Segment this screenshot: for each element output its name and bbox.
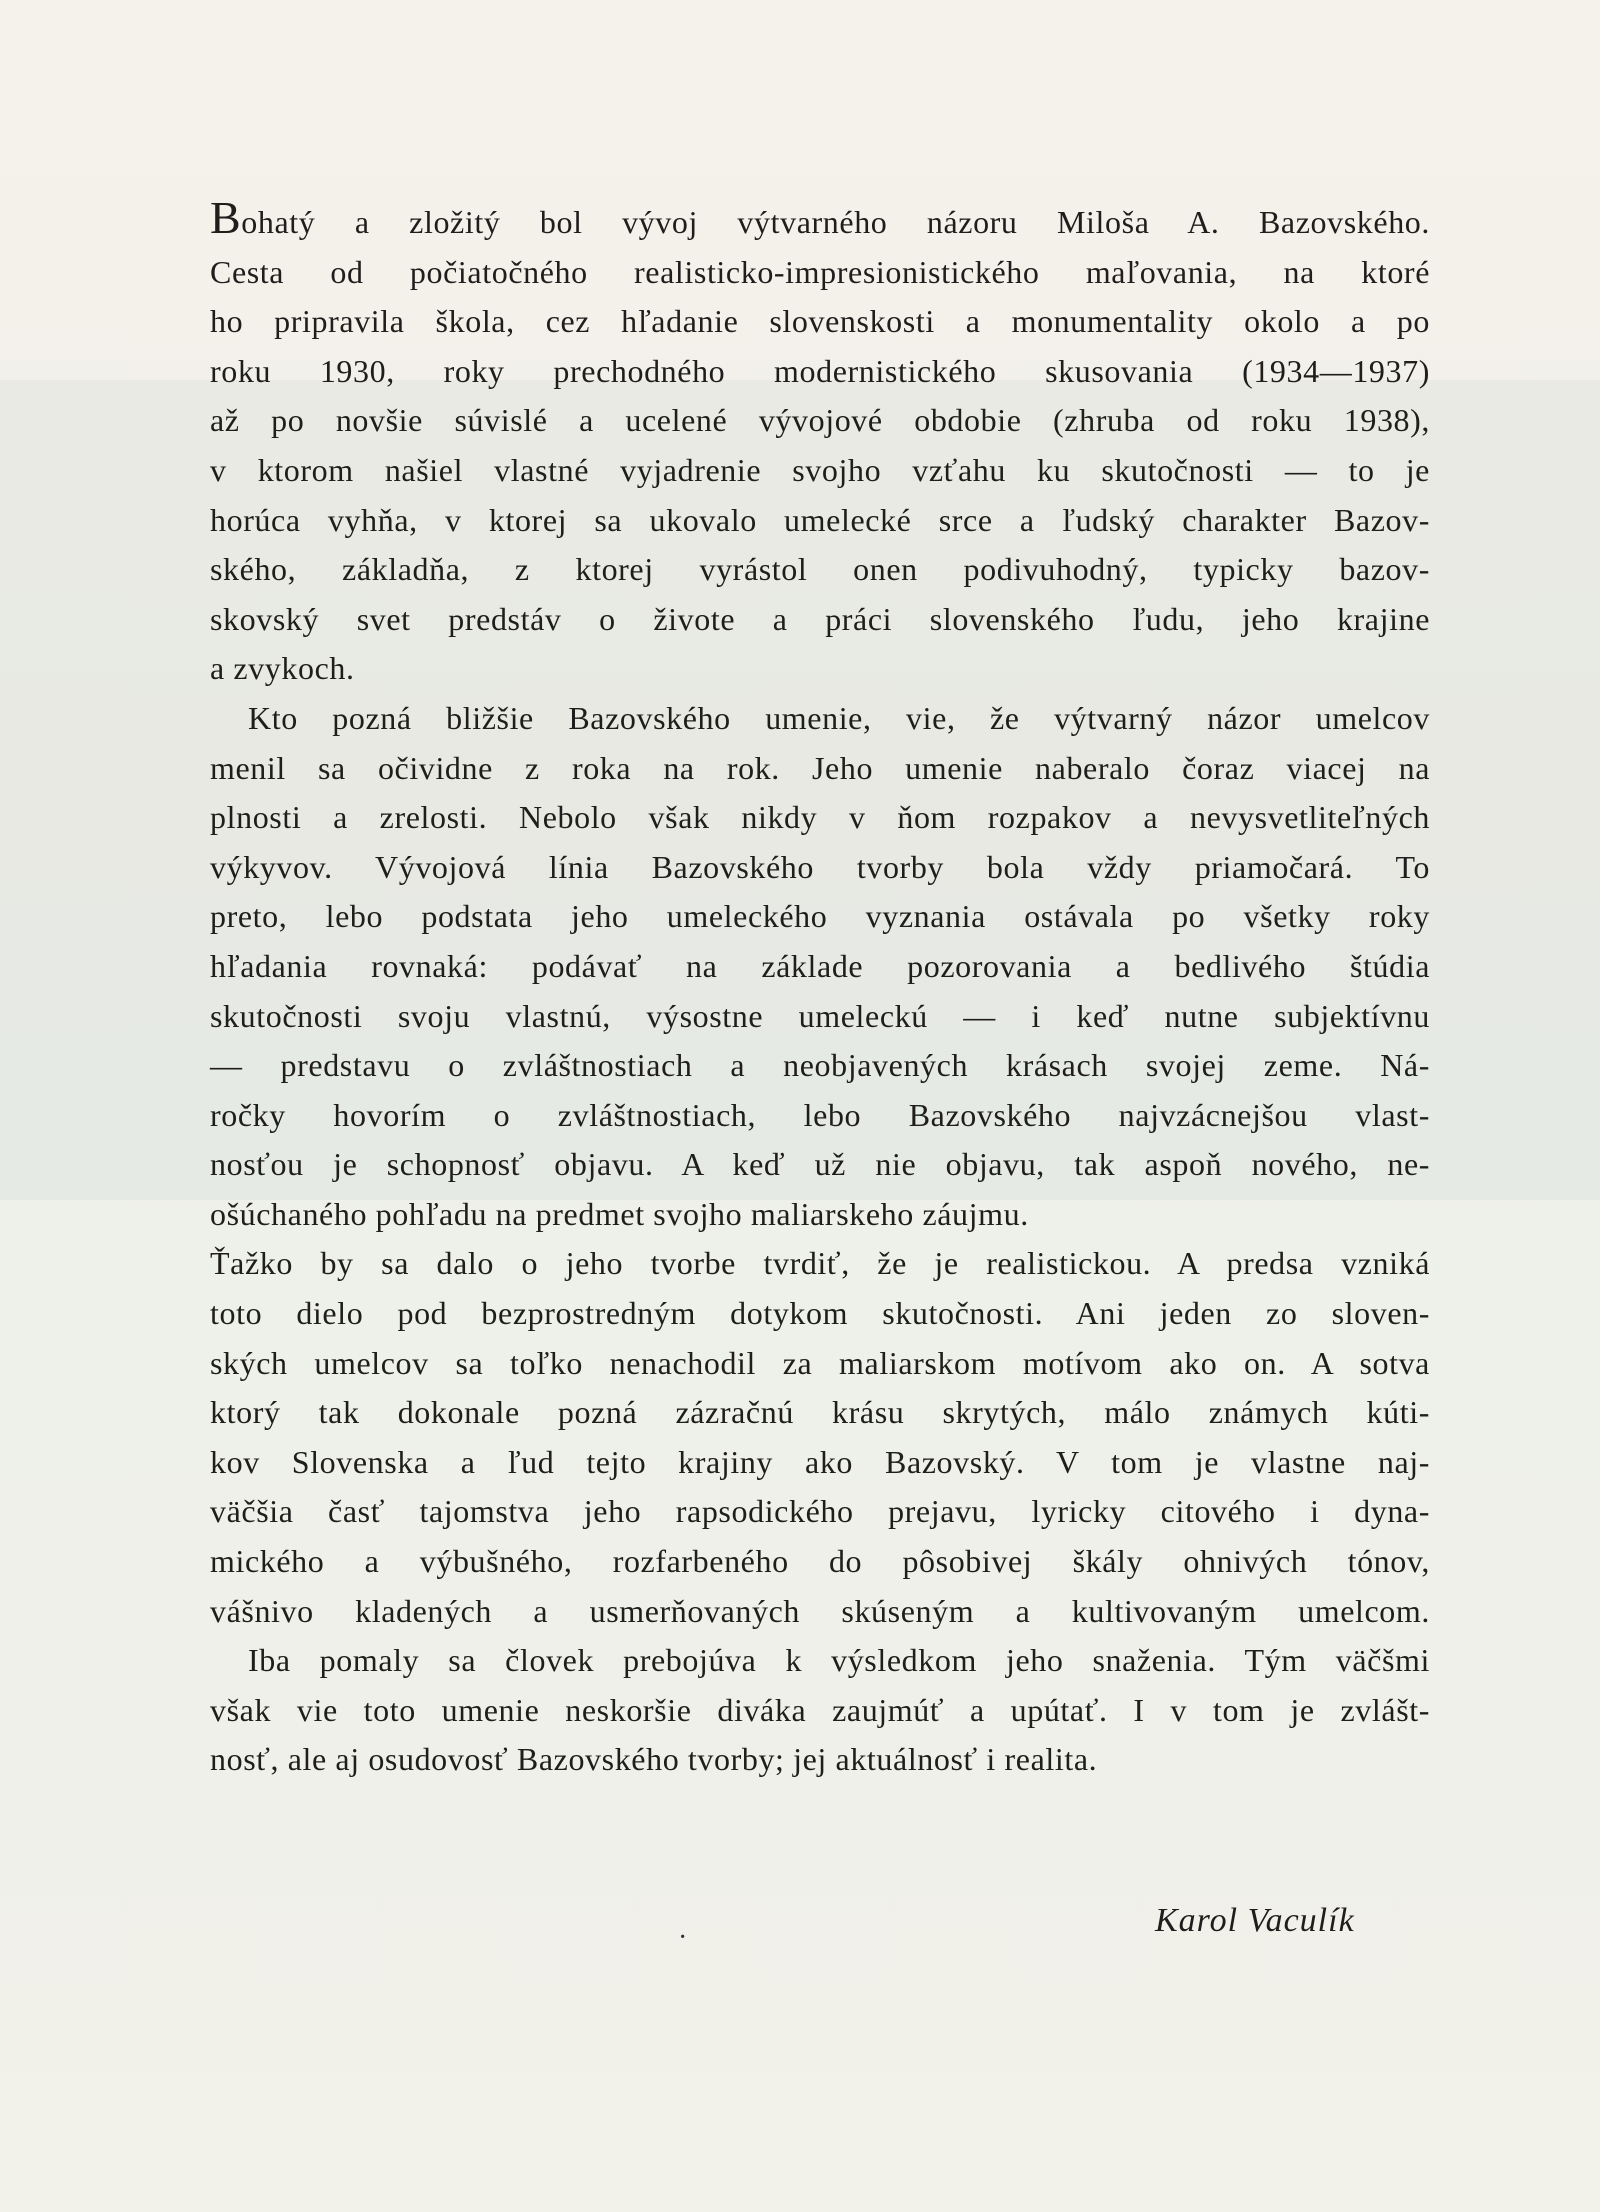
text-line: Kto pozná bližšie Bazovského umenie, vie, že výtvarný názor umelcov (248, 699, 1430, 736)
text-line: skutočnosti svoju vlastnú, výsostne umeleckú — i keď nutne subjektívnu (210, 997, 1430, 1034)
paragraph-4 (210, 1636, 1430, 1785)
text-line: väčšia časť tajomstva jeho rapsodického prejavu, lyricky citového i dyna- (210, 1493, 1430, 1530)
text-line: ho pripravila škola, cez hľadanie slovenskosti a monumentality okolo a po (210, 303, 1430, 340)
text-line: toto dielo pod bezprostredným dotykom skutočnosti. Ani jeden zo sloven- (210, 1295, 1430, 1332)
text-line: však vie toto umenie neskoršie diváka zaujmúť a upútať. I v tom je zvlášt- (210, 1691, 1430, 1728)
text-line: hľadania rovnaká: podávať na základe pozorovania a bedlivého štúdia (210, 947, 1430, 984)
text-line: menil sa očividne z roka na rok. Jeho umenie naberalo čoraz viacej na (210, 749, 1430, 786)
drop-cap: B (210, 192, 242, 243)
text-line: nosťou je schopnosť objavu. A keď už nie objavu, tak aspoň nového, ne- (210, 1146, 1430, 1183)
text-line: výkyvov. Vývojová línia Bazovského tvorby bola vždy priamočará. To (210, 848, 1430, 885)
text-line: ských umelcov sa toľko nenachodil za maliarskom motívom ako on. A sotva (210, 1344, 1430, 1381)
text-line: vášnivo kladených a usmerňovaných skúseným a kultivovaným umelcom. (210, 1592, 1430, 1629)
text-line: v ktorom našiel vlastné vyjadrenie svojho vzťahu ku skutočnosti — to je (210, 451, 1430, 488)
text-line: — predstavu o zvláštnostiach a neobjavených krásach svojej zeme. Ná- (210, 1047, 1430, 1084)
text-line: až po novšie súvislé a ucelené vývojové obdobie (zhruba od roku 1938), (210, 402, 1430, 439)
text-line: ského, základňa, z ktorej vyrástol onen podivuhodný, typicky bazov- (210, 551, 1430, 588)
text-line: Cesta od počiatočného realisticko-impresionistického maľovania, na ktoré (210, 253, 1430, 290)
text-line-content: ohatý a zložitý bol vývoj výtvarného názoru Miloša A. Bazovského. (241, 204, 1430, 240)
text-line: ošúchaného pohľadu na predmet svojho maliarskeho záujmu. (210, 1195, 1029, 1232)
paragraph-3 (210, 1239, 1430, 1636)
text-line: ktorý tak dokonale pozná zázračnú krásu skrytých, málo známych kúti- (210, 1394, 1430, 1431)
text-line: skovský svet predstáv o živote a práci slovenského ľudu, jeho krajine (210, 600, 1430, 637)
text-line: horúca vyhňa, v ktorej sa ukovalo umelecké srce a ľudský charakter Bazov- (210, 501, 1430, 538)
text-line (210, 192, 1430, 248)
text-line: plnosti a zrelosti. Nebolo však nikdy v ňom rozpakov a nevysvetliteľných (210, 799, 1430, 836)
paragraph-2 (210, 694, 1430, 1240)
text-line: nosť, ale aj osudovosť Bazovského tvorby; jej aktuálnosť i realita. (210, 1741, 1098, 1778)
text-line: kov Slovenska a ľud tejto krajiny ako Bazovský. V tom je vlastne naj- (210, 1443, 1430, 1480)
text-line: a zvykoch. (210, 650, 355, 687)
text-line: roku 1930, roky prechodného modernistického skusovania (1934—1937) (210, 352, 1430, 389)
text-line: Iba pomaly sa človek prebojúva k výsledkom jeho snaženia. Tým väčšmi (248, 1642, 1430, 1679)
text-line: mického a výbušného, rozfarbeného do pôsobivej škály ohnivých tónov, (210, 1543, 1430, 1580)
text-line: preto, lebo podstata jeho umeleckého vyznania ostávala po všetky roky (210, 898, 1430, 935)
essay-text (210, 192, 1430, 1785)
text-line: ročky hovorím o zvláštnostiach, lebo Bazovského najvzácnejšou vlast- (210, 1096, 1430, 1133)
paragraph-1 (210, 192, 1430, 694)
center-dot: · (678, 1922, 688, 1953)
author-signature: Karol Vaculík (1155, 1902, 1355, 1939)
text-line: Ťažko by sa dalo o jeho tvorbe tvrdiť, že je realistickou. A predsa vzniká (210, 1245, 1430, 1282)
